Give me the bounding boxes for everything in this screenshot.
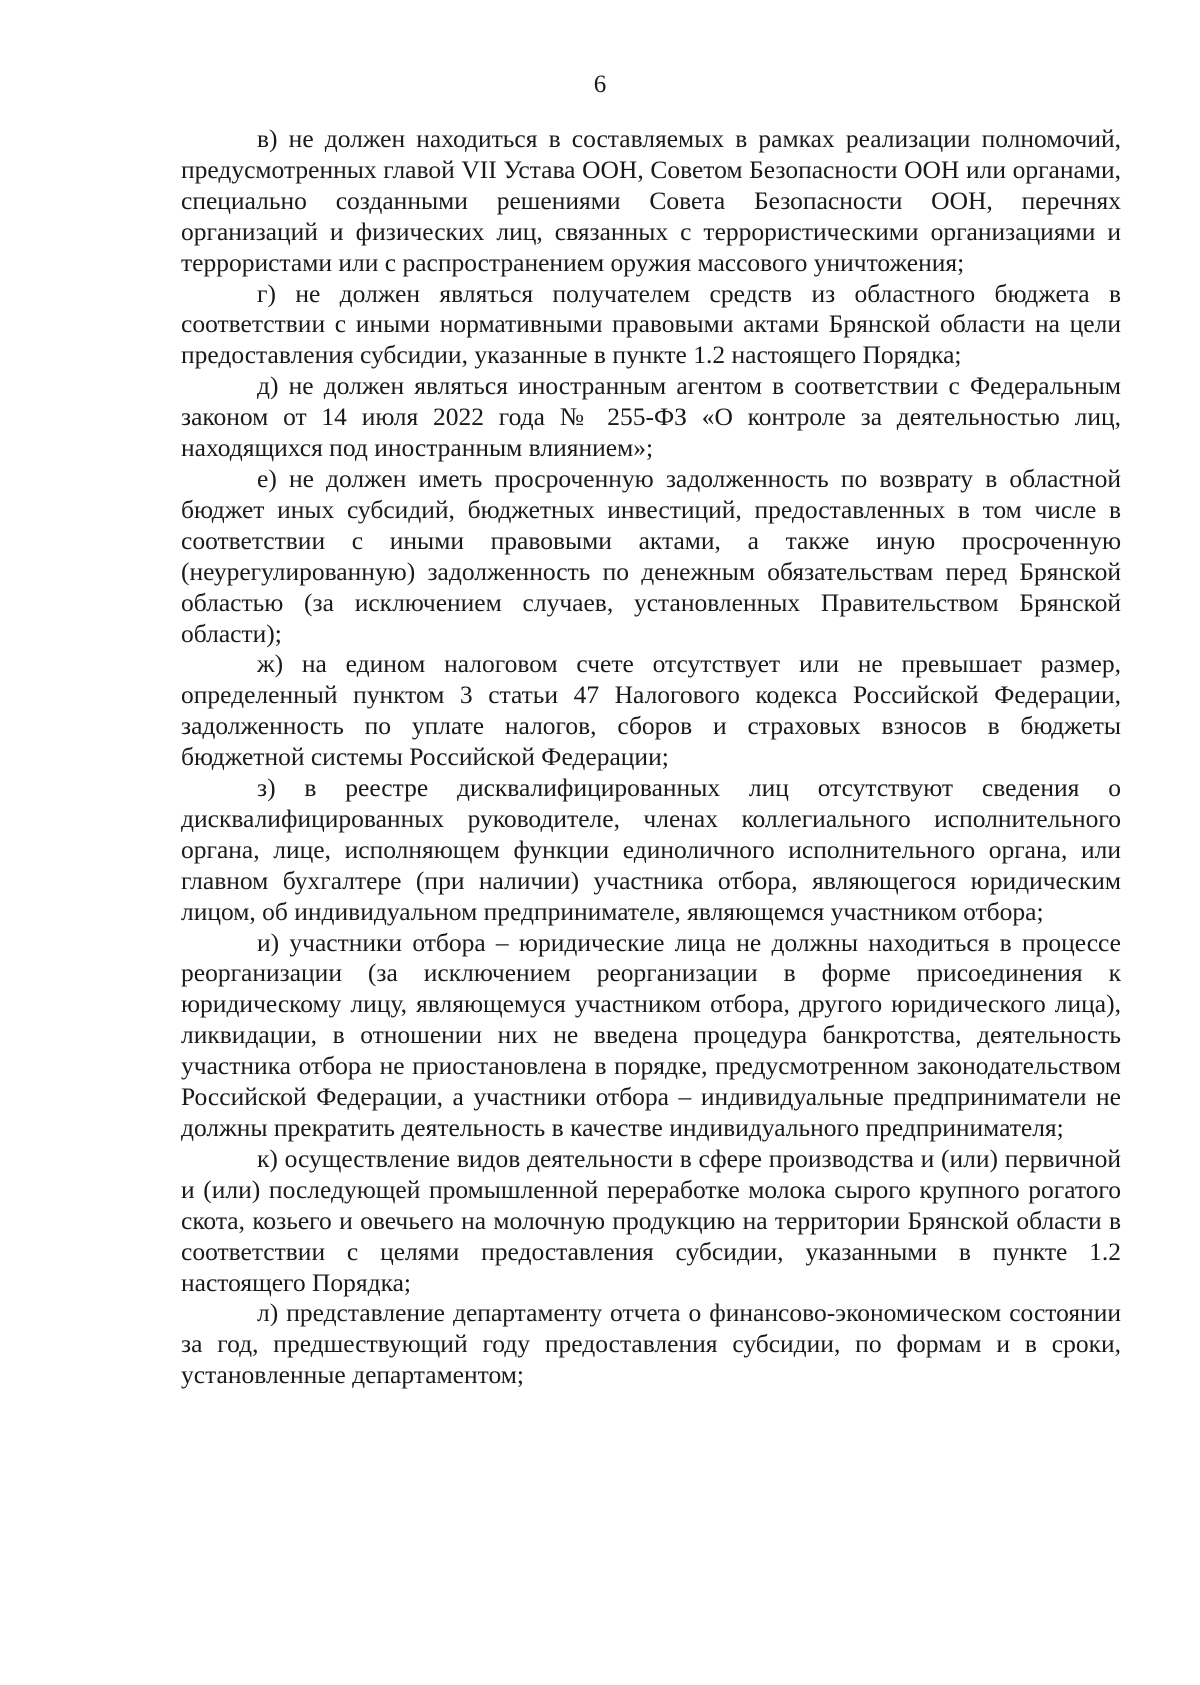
paragraph-v: в) не должен находиться в составляемых в рамках реализации полномочий, предусмотренных главой VII Устава ООН, Советом Безопасности ООН или органами, специально созданными решениями Совета Безопасности ООН, перечнях организаций и физических лиц, связанных с террористическими организациями и террористами или с распространением оружия массового уничтожения; <box>181 124 1121 277</box>
paragraph-e: е) не должен иметь просроченную задолженность по возврату в областной бюджет иных субсидий, бюджетных инвестиций, предоставленных в том числе в соответствии с иными правовыми актами, а также иную просроченную (неурегулированную) задолженность по денежным обязательствам перед Брянской областью (за исключением случаев, установленных Правительством Брянской области); <box>181 463 1121 648</box>
paragraph-d: д) не должен являться иностранным агентом в соответствии с Федеральным законом от 14 июля 2022 года № 255-ФЗ «О контроле за деятельностью лиц, находящихся под иностранным влиянием»; <box>181 371 1121 463</box>
paragraph-i: и) участники отбора – юридические лица не должны находиться в процессе реорганизации (за исключением реорганизации в форме присоединения к юридическому лицу, являющемуся участником отбора, другого юридического лица), ликвидации, в отношении них не введена процедура банкротства, деятельность участника отбора не приостановлена в порядке, предусмотренном законодательством Российской Федерации, а участники отбора – индивидуальные предприниматели не должны прекратить деятельность в качестве индивидуального предпринимателя; <box>181 927 1121 1142</box>
paragraph-g: г) не должен являться получателем средств из областного бюджета в соответствии с иными нормативными правовыми актами Брянской области на цели предоставления субсидии, указанные в пункте 1.2 настоящего Порядка; <box>181 278 1121 370</box>
page-number: 6 <box>593 71 607 98</box>
paragraph-z: з) в реестре дисквалифицированных лиц отсутствуют сведения о дисквалифицированных руководителе, членах коллегиального исполнительного органа, лице, исполняющем функции единоличного исполнительного органа, или главном бухгалтере (при наличии) участника отбора, являющегося юридическим лицом, об индивидуальном предпринимателе, являющемся участником отбора; <box>181 773 1121 926</box>
paragraph-k: к) осуществление видов деятельности в сфере производства и (или) первичной и (или) последующей промышленной переработке молока сырого крупного рогатого скота, козьего и овечьего на молочную продукцию на территории Брянской области в соответствии с целями предоставления субсидии, указанными в пункте 1.2 настоящего Порядка; <box>181 1143 1121 1297</box>
document-body <box>181 124 1121 1391</box>
paragraph-zh: ж) на едином налоговом счете отсутствует или не превышает размер, определенный пунктом 3 статьи 47 Налогового кодекса Российской Федерации, задолженность по уплате налогов, сборов и страховых взносов в бюджеты бюджетной системы Российской Федерации; <box>181 649 1121 772</box>
paragraph-l: л) представление департаменту отчета о финансово-экономическом состоянии за год, предшествующий году предоставления субсидии, по формам и в сроки, установленные департаментом; <box>181 1298 1121 1390</box>
